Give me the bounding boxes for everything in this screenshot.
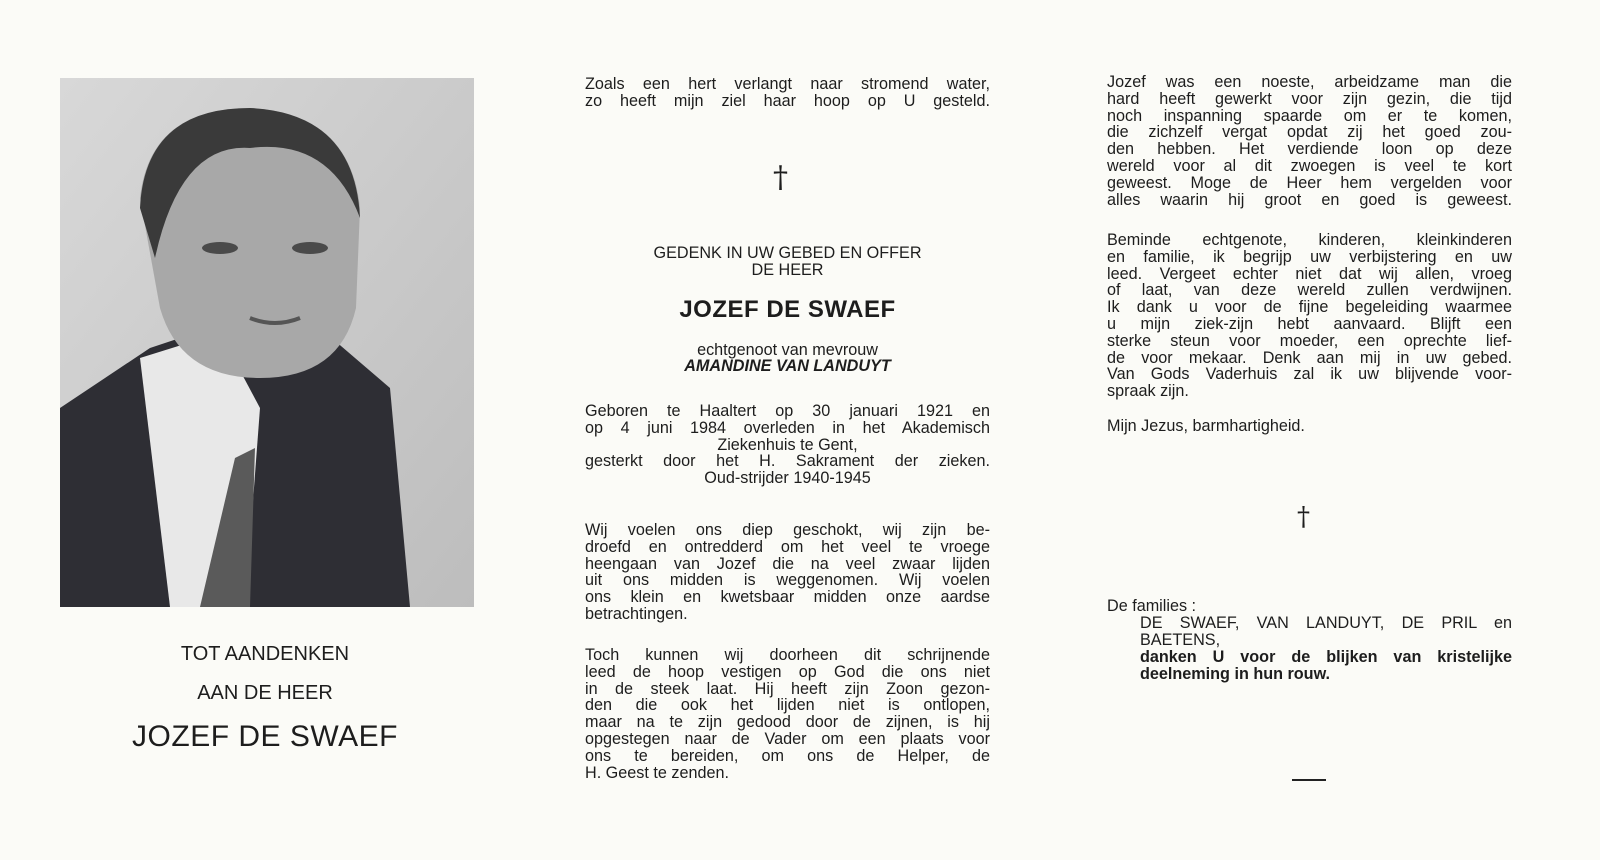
text-line: die zichzelf vergat opdat zij het goed zou- xyxy=(1107,123,1512,142)
cross-icon-2: † xyxy=(1297,502,1310,532)
text-line: u mijn ziek-zijn hebt aanvaard. Blijft een xyxy=(1107,314,1512,333)
text-line: den hebben. Het verdiende loon op deze xyxy=(1107,140,1512,159)
families-label: De families : xyxy=(1107,597,1197,615)
text-line: geweest. Moge de Heer hem vergelden voor xyxy=(1107,173,1512,192)
paragraph-grief xyxy=(585,522,990,623)
prayer-line: Mijn Jezus, barmhartigheid. xyxy=(1107,417,1305,435)
text-line: ons klein en kwetsbaar midden onze aardse xyxy=(585,588,990,607)
closing-dash xyxy=(1292,779,1326,781)
birth-death-details xyxy=(585,403,990,487)
psalm-verse xyxy=(585,76,990,110)
text-line: maar na te zijn gedood door de zijnen, is hij xyxy=(585,713,990,732)
portrait-photo xyxy=(60,78,474,607)
paragraph-tribute xyxy=(1107,74,1512,208)
text-line: Beminde echtgenote, kinderen, kleinkinderen xyxy=(1107,231,1512,249)
text-line: DE SWAEF, VAN LANDUYT, DE PRIL en xyxy=(1140,614,1512,632)
text-line: hard heeft gewerkt voor zijn gezin, die tijd xyxy=(1107,89,1512,108)
text-line: en familie, ik begrijp uw verbijstering en uw xyxy=(1107,247,1512,266)
text-line: Toch kunnen wij doorheen dit schrijnende xyxy=(585,646,990,664)
spouse-label: echtgenoot van mevrouw xyxy=(697,341,878,359)
text-line: leed de hoop vestigen op God die ons niet xyxy=(585,662,990,681)
cross-icon: † xyxy=(773,160,788,195)
text-line: Van Gods Vaderhuis zal ik uw blijvende voor- xyxy=(1107,365,1512,384)
text-line: sterke steun voor moeder, een oprechte lief- xyxy=(1107,331,1512,350)
spouse-name: AMANDINE VAN LANDUYT xyxy=(684,357,891,375)
text-line: Ziekenhuis te Gent, xyxy=(717,435,858,454)
text-line: wereld voor al dit zwoegen is veel te kort xyxy=(1107,156,1512,175)
text-line: deelneming in hun rouw. xyxy=(1140,664,1331,683)
text-line: den die ook het lijden niet is ontlopen, xyxy=(585,696,990,715)
text-line: op 4 juni 1984 overleden in het Akademisch xyxy=(585,418,990,437)
text-line: uit ons midden is weggenomen. Wij voelen xyxy=(585,571,990,590)
thanks-message xyxy=(1140,649,1512,683)
text-line: Oud-strijder 1940-1945 xyxy=(704,469,871,488)
caption-line-2: AAN DE HEER xyxy=(197,682,333,704)
text-line: ons te bereiden, om ons de Helper, de xyxy=(585,746,990,765)
paragraph-farewell xyxy=(1107,232,1512,400)
portrait-illustration xyxy=(60,78,474,607)
text-line: heengaan van Jozef die na veel zwaar lijden xyxy=(585,554,990,573)
text-line: BAETENS, xyxy=(1140,630,1221,649)
text-line: leed. Vergeet echter niet dat wij allen, vroeg xyxy=(1107,264,1512,283)
text-line: droefd en ontredderd om het veel te vroege xyxy=(585,537,990,556)
text-line: H. Geest te zenden. xyxy=(585,763,729,782)
text-line: danken U voor de blijken van kristelijke xyxy=(1140,648,1512,666)
text-line: Wij voelen ons diep geschokt, wij zijn be- xyxy=(585,521,990,539)
text-line: GEDENK IN UW GEBED EN OFFER xyxy=(653,244,922,262)
text-line: opgestegen naar de Vader om een plaats voor xyxy=(585,729,990,748)
text-line: Zoals een hert verlangt naar stromend water, xyxy=(585,75,990,93)
caption-line-1: TOT AANDENKEN xyxy=(180,643,350,665)
paragraph-hope xyxy=(585,647,990,781)
text-line: Ik dank u voor de fijne begeleiding waarmee xyxy=(1107,298,1512,317)
text-line: spraak zijn. xyxy=(1107,382,1189,401)
remembrance-heading xyxy=(585,245,990,279)
text-line: noch inspanning spaarde om er te komen, xyxy=(1107,106,1512,125)
text-line: Jozef was een noeste, arbeidzame man die xyxy=(1107,73,1512,91)
text-line: DE HEER xyxy=(751,260,824,279)
text-line: gesterkt door het H. Sakrament der zieken. xyxy=(585,452,990,471)
text-line: alles waarin hij groot en goed is geweest. xyxy=(1107,190,1512,209)
text-line: de voor mekaar. Denk aan mij in uw gebed. xyxy=(1107,348,1512,367)
deceased-name: JOZEF DE SWAEF xyxy=(679,296,896,323)
text-line: Geboren te Haaltert op 30 januari 1921 en xyxy=(585,402,990,420)
caption-name: JOZEF DE SWAEF xyxy=(132,720,398,753)
text-line: betrachtingen. xyxy=(585,604,688,623)
families-names xyxy=(1140,615,1512,649)
text-line: of laat, van deze wereld zullen verdwijnen. xyxy=(1107,281,1512,300)
text-line: zo heeft mijn ziel haar hoop op U gesteld. xyxy=(585,91,990,110)
text-line: in de steek laat. Hij heeft zijn Zoon gezon- xyxy=(585,679,990,698)
